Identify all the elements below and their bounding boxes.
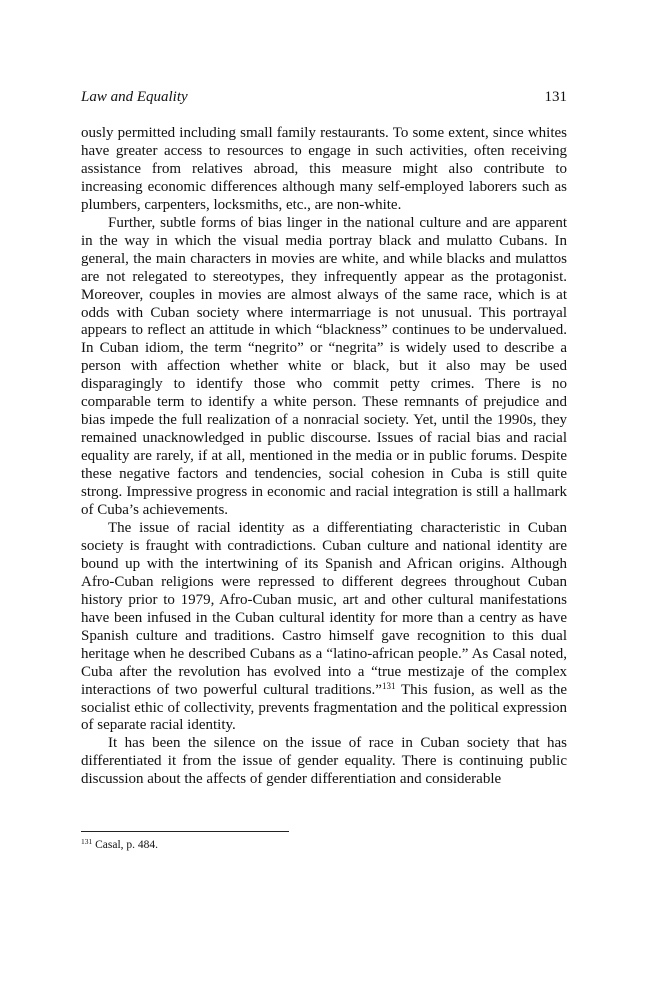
page [81,88,567,789]
footnote-text: Casal, p. 484. [95,839,159,851]
paragraph-gender-equality: It has been the silence on the issue of race in Cuban society that has differentiated it from the issue of gender equality. There is continuing public discussion about the affects of gender differentiation and considerable [81,735,567,788]
running-header [81,88,567,106]
paragraph-racial-identity [81,520,567,735]
running-title: Law and Equality [81,89,188,105]
footnote-reference[interactable]: 131 [381,680,396,691]
paragraph-racial-identity-text: The issue of racial identity as a differentiating characteristic in Cuban society is fraught with contradictions. Cuban culture and national identity are bound up with the intertwining of its Spanish and African origins. Although Afro-Cuban religions were repressed to different degrees throughout Cuban history prior to 1979, Afro-Cuban music, art and other cultural manifestations have been infused in the Cuban cultural identity for more than a centry as have Spanish culture and traditions. Castro himself gave recognition to this dual heritage when he described Cubans as a “latino-african people.” As Casal noted, Cuba after the revolution has evolved into a “true mestizaje of the complex interactions of two powerful cultural traditions.” [81,519,567,698]
body-text [81,125,567,789]
footnote-number: 131 [81,837,93,846]
page-number: 131 [544,89,567,105]
footnote [81,838,158,852]
paragraph-media-bias: Further, subtle forms of bias linger in the national culture and are apparent in the way in which the visual media portray black and mulatto Cubans. In general, the main characters in movies are white, and while blacks and mulattos are not relegated to stereotypes, they infrequently appear as the protagonist. Moreover, couples in movies are almost always of the same race, which is at odds with Cuban society where intermarriage is not unusual. This portrayal appears to reflect an attitude in which “blackness” continues to be undervalued. In Cuban idiom, the term “negrito” or “negrita” is widely used to describe a person with affection whether white or black, but it also may be used disparagingly to identify those who commit petty crimes. There is no comparable term to identify a white person. These remnants of prejudice and bias impede the full realization of a nonracial society. Yet, until the 1990s, they remained unacknowledged in public discourse. Issues of racial bias and racial equality are rarely, if at all, mentioned in the media or in public forums. Despite these negative factors and tendencies, social cohesion in Cuba is still quite strong. Impressive progress in economic and racial integration is still a hallmark of Cuba’s achievements. [81,214,567,519]
paragraph-continued: ously permitted including small family restaurants. To some extent, since whites have greater access to resources to engage in such activities, often receiving assistance from relatives abroad, this measure might also contribute to increasing economic differences although many self-employed laborers such as plumbers, carpenters, locksmiths, etc., are non-white. [81,125,567,213]
paragraph-racial-identity-continued: This fusion, as well as the socialist ethic of collectivity, prevents fragmentation and the political expression of separate racial identity. [81,681,568,734]
footnote-divider [81,831,289,832]
